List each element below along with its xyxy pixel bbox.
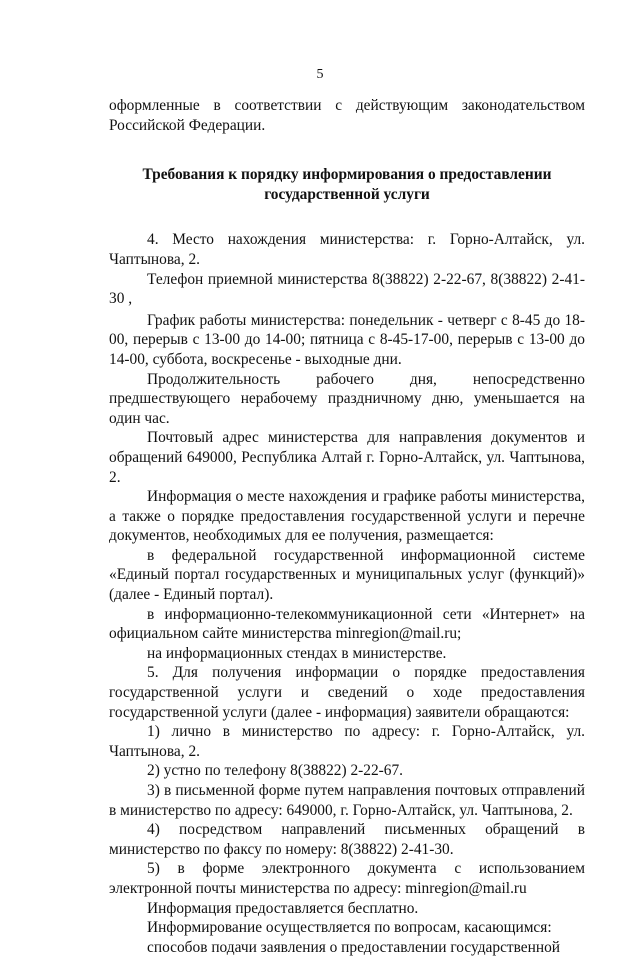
list-item-by-mail: 3) в письменной форме путем направления почтовых отправлений в министерство по адресу: 649000, г. Горно-Алтайск, ул. Чаптынова, 2. — [109, 782, 585, 819]
paragraph-info-topics: Информирование осуществляется по вопросам, касающимся: — [147, 919, 552, 937]
paragraph-free-of-charge: Информация предоставляется бесплатно. — [147, 899, 419, 917]
document-body — [109, 96, 585, 957]
section-heading-line-1: Требования к порядку информирования о предоставлении — [142, 166, 552, 184]
paragraph-submission-methods: способов подачи заявления о предоставлении государственной — [147, 938, 561, 956]
paragraph-postal-address: Почтовый адрес министерства для направления документов и обращений 649000, Республика Алтай г. Горно-Алтайск, ул. Чаптынова, 2. — [109, 429, 585, 486]
paragraph-continuation: оформленные в соответствии с действующим законодательством Российской Федерации. — [109, 97, 585, 134]
paragraph-location: 4. Место нахождения министерства: г. Горно-Алтайск, ул. Чаптынова, 2. — [109, 231, 585, 268]
paragraph-internet-site: в информационно-телекоммуникационной сети «Интернет» на официальном сайте министерства minregion@mail.ru; — [109, 605, 585, 643]
page-number: 5 — [316, 67, 324, 82]
section-heading-line-2: государственной услуги — [264, 185, 430, 203]
paragraph-federal-portal: в федеральной государственной информационной системе «Единый портал государственных и муниципальных услуг (функций)» (далее - Единый портал). — [109, 546, 585, 604]
paragraph-info-stands: на информационных стендах в министерстве. — [147, 644, 447, 662]
list-item-by-fax: 4) посредством направлений письменных обращений в министерство по факсу по номеру: 8(38822) 2-41-30. — [109, 821, 585, 858]
list-item-in-person: 1) лично в министерство по адресу: г. Горно-Алтайск, ул. Чаптынова, 2. — [109, 723, 585, 760]
list-item-by-email: 5) в форме электронного документа с использованием электронной почты министерства по адресу: minregion@mail.ru — [109, 860, 585, 897]
section-heading — [109, 165, 585, 204]
paragraph-schedule: График работы министерства: понедельник - четверг с 8-45 до 18-00, перерыв с 13-00 до 14-00; пятница с 8-45-17-00, перерыв с 13-00 до 14-00, суббота, воскресенье - выходные дни. — [109, 311, 585, 368]
paragraph-phone: Телефон приемной министерства 8(38822) 2-22-67, 8(38822) 2-41-30 , — [109, 270, 585, 308]
list-item-by-phone: 2) устно по телефону 8(38822) 2-22-67. — [147, 762, 404, 780]
paragraph-info-placement: Информация о месте нахождения и графике работы министерства, а также о порядке предоставления государственной услуги и перечне документов, необходимых для ее получения, размещается: — [109, 488, 585, 545]
paragraph-preholiday-hours: Продолжительность рабочего дня, непосредственно предшествующего нерабочему праздничному дню, уменьшается на один час. — [109, 370, 585, 427]
paragraph-obtaining-info: 5. Для получения информации о порядке предоставления государственной услуги и сведений о ходе предоставления государственной услуги (далее - информация) заявители обращаются: — [109, 664, 585, 721]
